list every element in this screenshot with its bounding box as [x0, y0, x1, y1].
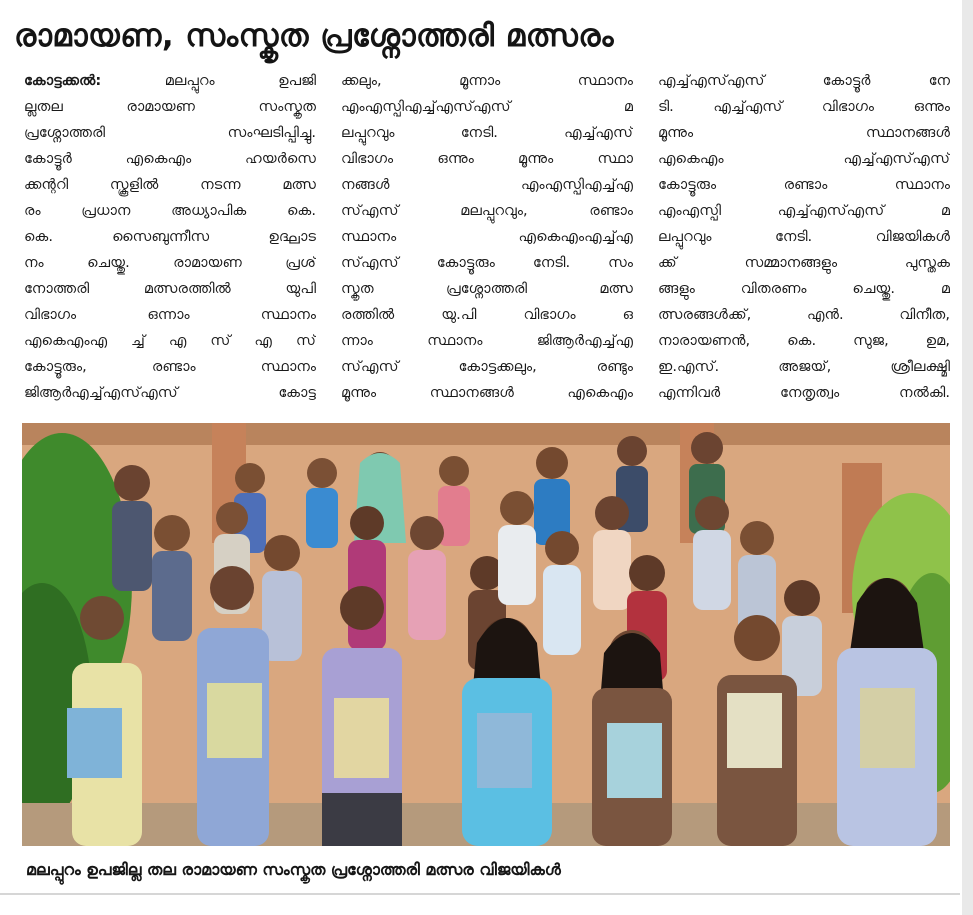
article-line: കെ. സൈബുന്നീസ ഉദ്ഘാട	[24, 228, 316, 245]
article-line: ങ്ങളും വിതരണം ചെയ്തു. മ	[658, 280, 950, 297]
article-column-1	[24, 68, 316, 413]
person-head	[216, 502, 248, 534]
article-line: ഇ.എസ്. അജയ്, ശ്രീലക്ഷ്മി	[658, 358, 950, 375]
article-line: രത്തിൽ യു.പി വിഭാഗം ഒ	[341, 306, 633, 323]
person-head	[500, 491, 534, 525]
person-body	[152, 551, 192, 641]
person-head	[784, 580, 820, 616]
held-book	[67, 708, 122, 778]
person-head	[114, 465, 150, 501]
article-line: എന്നിവർ നേതൃത്വം നൽകി.	[658, 384, 950, 401]
article-line: വിഭാഗം ഒന്നാം സ്ഥാനം	[24, 306, 316, 323]
held-book	[207, 683, 262, 758]
bottom-divider	[0, 893, 960, 895]
person-body	[693, 530, 731, 610]
article-line: സ്എസ് മലപ്പുറവും, രണ്ടാം	[341, 202, 633, 219]
byline: കോട്ടക്കൽ:	[24, 72, 102, 89]
article-body	[24, 68, 950, 413]
article-line: ത്സരങ്ങൾക്ക്, എൻ. വിനീത,	[658, 306, 950, 323]
person-head	[154, 515, 190, 551]
person-head	[595, 496, 629, 530]
held-book	[334, 698, 389, 778]
article-line: എംഎസ്പി എച്ച്എസ്എസ് മ	[658, 202, 950, 219]
article-line: ക്കലും, മൂന്നാം സ്ഥാനം	[341, 72, 633, 89]
page-edge	[962, 0, 973, 915]
article-line: കോട്ടൂരും രണ്ടാം സ്ഥാനം	[658, 176, 950, 193]
article-line: നം ചെയ്തു. രാമായണ പ്രശ്	[24, 254, 316, 271]
person-head	[629, 555, 665, 591]
article-line: രം പ്രധാന അധ്യാപിക കെ.	[24, 202, 316, 219]
article-line: ല്ലതല രാമായണ സംസ്കൃത	[24, 98, 316, 115]
article-line: ക്കന്ററി സ്കൂളിൽ നടന്ന മത്സ	[24, 176, 316, 193]
article-line: കോട്ടൂരും, രണ്ടാം സ്ഥാനം	[24, 358, 316, 375]
person-body	[543, 565, 581, 655]
person-body	[498, 525, 536, 605]
group-photo-illustration	[22, 423, 950, 846]
held-book	[477, 713, 532, 788]
headline: രാമായണ, സംസ്കൃത പ്രശ്നോത്തരി മത്സരം	[14, 18, 614, 54]
person-trousers	[322, 793, 402, 846]
article-line: സ്ഥാനം എകെഎംഎച്ച്എ	[341, 228, 633, 245]
article-line: മൂന്നും സ്ഥാനങ്ങൾ എകെഎം	[341, 384, 633, 401]
article-line: ജിആർഎച്ച്എസ്എസ് കോട്ട	[24, 384, 316, 401]
article-column-3	[658, 68, 950, 413]
article-line: നങ്ങൾ എംഎസ്പിഎച്ച്എ	[341, 176, 633, 193]
article-line: എച്ച്എസ്എസ് കോട്ടൂർ നേ	[658, 72, 950, 89]
article-line: സ്കൃത പ്രശ്നോത്തരി മത്സ	[341, 280, 633, 297]
held-book	[860, 688, 915, 768]
person-body	[306, 488, 338, 548]
article-column-2	[341, 68, 633, 413]
article-line: ന്നാം സ്ഥാനം ജിആർഎച്ച്എ	[341, 332, 633, 349]
article-line: കോട്ടൂർ എകെഎം ഹയർസെ	[24, 150, 316, 167]
group-photo	[22, 423, 950, 846]
person-body	[593, 530, 631, 610]
held-book	[607, 723, 662, 798]
article-line: നാരായണൻ, കെ. സുജ, ഉമ,	[658, 332, 950, 349]
article-line: ലപ്പുറവും നേടി. വിജയികൾ	[658, 228, 950, 245]
held-book	[727, 693, 782, 768]
person-body	[408, 550, 446, 640]
person-head	[545, 531, 579, 565]
article-line-text: മലപ്പുറം ഉപജി	[164, 72, 316, 89]
person-head	[264, 535, 300, 571]
person-head	[235, 463, 265, 493]
article-line: ക്ക് സമ്മാനങ്ങളും പുസ്തക	[658, 254, 950, 271]
person-head	[80, 596, 124, 640]
article-line: സ്എസ് കോട്ടക്കലും, രണ്ടും	[341, 358, 633, 375]
article-line: എകെഎം എച്ച്എസ്എസ്	[658, 150, 950, 167]
person-head	[536, 447, 568, 479]
person-head	[210, 566, 254, 610]
article-line: ലപ്പുറവും നേടി. എച്ച്എസ്	[341, 124, 633, 141]
article-line: പ്രശ്നോത്തരി സംഘടിപ്പിച്ചു.	[24, 124, 316, 141]
person-head	[340, 586, 384, 630]
person-head	[350, 506, 384, 540]
article-line: എകെഎംഎ ച്ച് എ സ് എ സ്	[24, 332, 316, 349]
person-head	[307, 458, 337, 488]
person-head	[734, 615, 780, 661]
person-head	[410, 516, 444, 550]
person-head	[691, 432, 723, 464]
article-line: സ്എസ് കോട്ടൂരും നേടി. സം	[341, 254, 633, 271]
article-line: വിഭാഗം ഒന്നും മൂന്നും സ്ഥാ	[341, 150, 633, 167]
person-head	[439, 456, 469, 486]
article-line	[24, 68, 316, 94]
person-head	[740, 521, 774, 555]
article-line: മൂന്നും സ്ഥാനങ്ങൾ	[658, 124, 950, 141]
article-line: എംഎസ്പിഎച്ച്എസ്എസ് മ	[341, 98, 633, 115]
person-head	[695, 496, 729, 530]
article-line: ടി. എച്ച്എസ് വിഭാഗം ഒന്നും	[658, 98, 950, 115]
photo-caption: മലപ്പുറം ഉപജില്ല തല രാമായണ സംസ്കൃത പ്രശ്നോത്തരി മത്സര വിജയികൾ	[22, 850, 954, 890]
person-head	[617, 436, 647, 466]
article-line: നോത്തരി മത്സരത്തിൽ യുപി	[24, 280, 316, 297]
photo-ceiling-band	[22, 423, 950, 445]
person-body	[112, 501, 152, 591]
